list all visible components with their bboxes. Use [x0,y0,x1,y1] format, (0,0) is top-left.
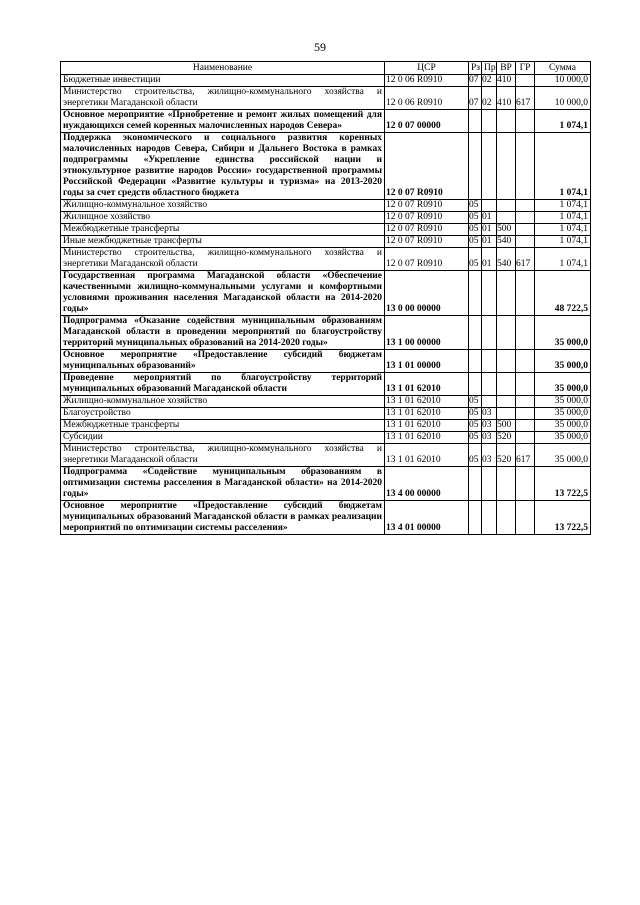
cell-csr: 13 1 01 62010 [385,408,469,420]
cell-vr: 500 [497,420,516,432]
cell-name: Поддержка экономического и социального развития коренных малочисленных народов Севера, Сибири и Дальнего Востока в рамках подпрограммы «Укрепление единства российской нации и этнокультурное развитие народов России» государственной программы Российской Федерации «Развитие культуры и туризма» на 2013-2020 годы за счет средств областного бюджета [61,133,385,200]
cell-name: Основное мероприятие «Предоставление субсидий бюджетам муниципальных образований» [61,350,385,373]
cell-csr: 13 1 01 62010 [385,444,469,467]
table-row [61,110,591,133]
cell-gr [516,420,535,432]
cell-name: Государственная программа Магаданской области «Обеспечение качественными жилищно-коммунальными услугами и комфортными условиями проживания населения Магаданской области на 2014-2020 годы» [61,271,385,316]
cell-gr [516,271,535,316]
cell-gr [516,373,535,396]
cell-gr [516,316,535,350]
table-row [61,236,591,248]
cell-vr [497,373,516,396]
cell-vr [497,467,516,501]
cell-csr: 12 0 06 R0910 [385,87,469,110]
cell-csr: 13 1 01 62010 [385,420,469,432]
cell-pr [482,316,497,350]
cell-csr: 13 1 01 00000 [385,350,469,373]
cell-pr: 01 [482,248,497,271]
cell-csr: 12 0 07 R0910 [385,236,469,248]
cell-pr [482,133,497,200]
cell-pr: 03 [482,408,497,420]
header-gr: ГР [516,62,535,75]
cell-rz [469,316,482,350]
cell-sum: 1 074,1 [535,236,591,248]
cell-pr: 01 [482,224,497,236]
cell-sum: 35 000,0 [535,350,591,373]
cell-rz: 05 [469,224,482,236]
cell-name: Субсидии [61,432,385,444]
table-row [61,75,591,87]
cell-rz: 05 [469,432,482,444]
table-row [61,432,591,444]
cell-gr [516,408,535,420]
cell-sum: 1 074,1 [535,224,591,236]
cell-name: Министерство строительства, жилищно-коммунального хозяйства и энергетики Магаданской области [61,248,385,271]
table-row [61,444,591,467]
cell-rz [469,501,482,535]
cell-sum: 35 000,0 [535,432,591,444]
cell-vr: 410 [497,75,516,87]
cell-sum: 1 074,1 [535,248,591,271]
table-row [61,248,591,271]
cell-rz [469,271,482,316]
cell-vr [497,133,516,200]
cell-vr: 500 [497,224,516,236]
cell-sum: 1 074,1 [535,200,591,212]
cell-rz: 05 [469,248,482,271]
header-name: Наименование [61,62,385,75]
cell-csr: 13 0 00 00000 [385,271,469,316]
cell-vr [497,200,516,212]
cell-sum: 35 000,0 [535,408,591,420]
header-pr: Пр [482,62,497,75]
cell-vr [497,501,516,535]
cell-rz: 05 [469,420,482,432]
cell-sum: 1 074,1 [535,110,591,133]
cell-name: Благоустройство [61,408,385,420]
cell-csr: 12 0 07 R0910 [385,200,469,212]
cell-rz [469,110,482,133]
cell-sum: 35 000,0 [535,316,591,350]
cell-csr: 12 0 06 R0910 [385,75,469,87]
cell-sum: 35 000,0 [535,373,591,396]
table-body [61,75,591,535]
cell-gr [516,212,535,224]
cell-name: Жилищно-коммунальное хозяйство [61,396,385,408]
cell-gr [516,236,535,248]
cell-csr: 12 0 07 R0910 [385,248,469,271]
cell-sum: 35 000,0 [535,396,591,408]
cell-name: Министерство строительства, жилищно-коммунального хозяйства и энергетики Магаданской области [61,444,385,467]
cell-gr [516,200,535,212]
cell-csr: 13 1 01 62010 [385,396,469,408]
table-row [61,316,591,350]
header-rz: Рз [469,62,482,75]
cell-vr [497,110,516,133]
cell-csr: 13 1 00 00000 [385,316,469,350]
table-row [61,420,591,432]
cell-name: Бюджетные инвестиции [61,75,385,87]
cell-pr [482,467,497,501]
cell-pr: 03 [482,432,497,444]
table-row [61,350,591,373]
cell-pr: 01 [482,236,497,248]
cell-rz: 05 [469,408,482,420]
table-row [61,271,591,316]
cell-pr [482,396,497,408]
cell-gr [516,467,535,501]
cell-gr [516,396,535,408]
cell-sum: 1 074,1 [535,133,591,200]
table-row [61,501,591,535]
header-sum: Сумма [535,62,591,75]
cell-vr [497,316,516,350]
cell-vr: 540 [497,236,516,248]
cell-pr [482,350,497,373]
cell-name: Основное мероприятие «Приобретение и ремонт жилых помещений для нуждающихся семей коренных малочисленных народов Севера» [61,110,385,133]
cell-rz [469,373,482,396]
table-row [61,373,591,396]
cell-name: Проведение мероприятий по благоустройству территорий муниципальных образований Магаданской области [61,373,385,396]
cell-vr [497,408,516,420]
cell-vr: 540 [497,248,516,271]
cell-csr: 13 4 01 00000 [385,501,469,535]
cell-gr [516,350,535,373]
cell-sum: 13 722,5 [535,467,591,501]
cell-gr [516,75,535,87]
cell-pr [482,271,497,316]
cell-pr [482,200,497,212]
cell-vr: 410 [497,87,516,110]
cell-sum: 48 722,5 [535,271,591,316]
table-row [61,87,591,110]
cell-csr: 13 1 01 62010 [385,373,469,396]
cell-gr [516,501,535,535]
cell-name: Подпрограмма «Оказание содействия муниципальным образованиям Магаданской области в проведении мероприятий по благоустройству территорий муниципальных образований на 2014-2020 годы» [61,316,385,350]
cell-gr [516,133,535,200]
budget-table [60,61,591,535]
cell-vr [497,271,516,316]
page-number: 59 [314,40,326,54]
cell-pr: 01 [482,212,497,224]
cell-rz: 05 [469,200,482,212]
cell-csr: 13 4 00 00000 [385,467,469,501]
cell-rz [469,467,482,501]
cell-gr [516,224,535,236]
cell-vr [497,212,516,224]
cell-name: Иные межбюджетные трансферты [61,236,385,248]
cell-rz: 05 [469,444,482,467]
cell-sum: 10 000,0 [535,75,591,87]
cell-vr [497,396,516,408]
cell-rz [469,133,482,200]
table-row [61,212,591,224]
table-row [61,396,591,408]
cell-name: Жилищно-коммунальное хозяйство [61,200,385,212]
cell-sum: 13 722,5 [535,501,591,535]
cell-gr: 617 [516,248,535,271]
cell-pr [482,501,497,535]
cell-gr: 617 [516,444,535,467]
cell-vr: 520 [497,444,516,467]
header-csr: ЦСР [385,62,469,75]
cell-name: Жилищное хозяйство [61,212,385,224]
cell-pr: 02 [482,75,497,87]
cell-gr [516,432,535,444]
cell-vr: 520 [497,432,516,444]
cell-gr [516,110,535,133]
cell-rz: 05 [469,212,482,224]
table-row [61,133,591,200]
cell-name: Основное мероприятие «Предоставление субсидий бюджетам муниципальных образований Магаданской области в рамках реализации мероприятий по оптимизации системы расселения» [61,501,385,535]
header-vr: ВР [497,62,516,75]
cell-name: Межбюджетные трансферты [61,224,385,236]
cell-csr: 12 0 07 R0910 [385,133,469,200]
table-row [61,408,591,420]
cell-pr: 03 [482,444,497,467]
cell-pr [482,373,497,396]
cell-csr: 12 0 07 R0910 [385,212,469,224]
cell-rz [469,350,482,373]
cell-csr: 13 1 01 62010 [385,432,469,444]
cell-name: Подпрограмма «Содействие муниципальным образованиям в оптимизации системы расселения в Магаданской области» на 2014-2020 годы» [61,467,385,501]
cell-rz: 07 [469,75,482,87]
cell-csr: 12 0 07 00000 [385,110,469,133]
cell-pr: 03 [482,420,497,432]
cell-name: Министерство строительства, жилищно-коммунального хозяйства и энергетики Магаданской области [61,87,385,110]
cell-sum: 35 000,0 [535,420,591,432]
cell-sum: 10 000,0 [535,87,591,110]
cell-rz: 05 [469,396,482,408]
cell-gr: 617 [516,87,535,110]
cell-csr: 12 0 07 R0910 [385,224,469,236]
cell-rz: 05 [469,236,482,248]
cell-rz: 07 [469,87,482,110]
table-row [61,200,591,212]
cell-vr [497,350,516,373]
table-header-row [61,62,591,75]
table-row [61,467,591,501]
cell-sum: 1 074,1 [535,212,591,224]
cell-pr: 02 [482,87,497,110]
table-row [61,224,591,236]
cell-name: Межбюджетные трансферты [61,420,385,432]
cell-sum: 35 000,0 [535,444,591,467]
cell-pr [482,110,497,133]
